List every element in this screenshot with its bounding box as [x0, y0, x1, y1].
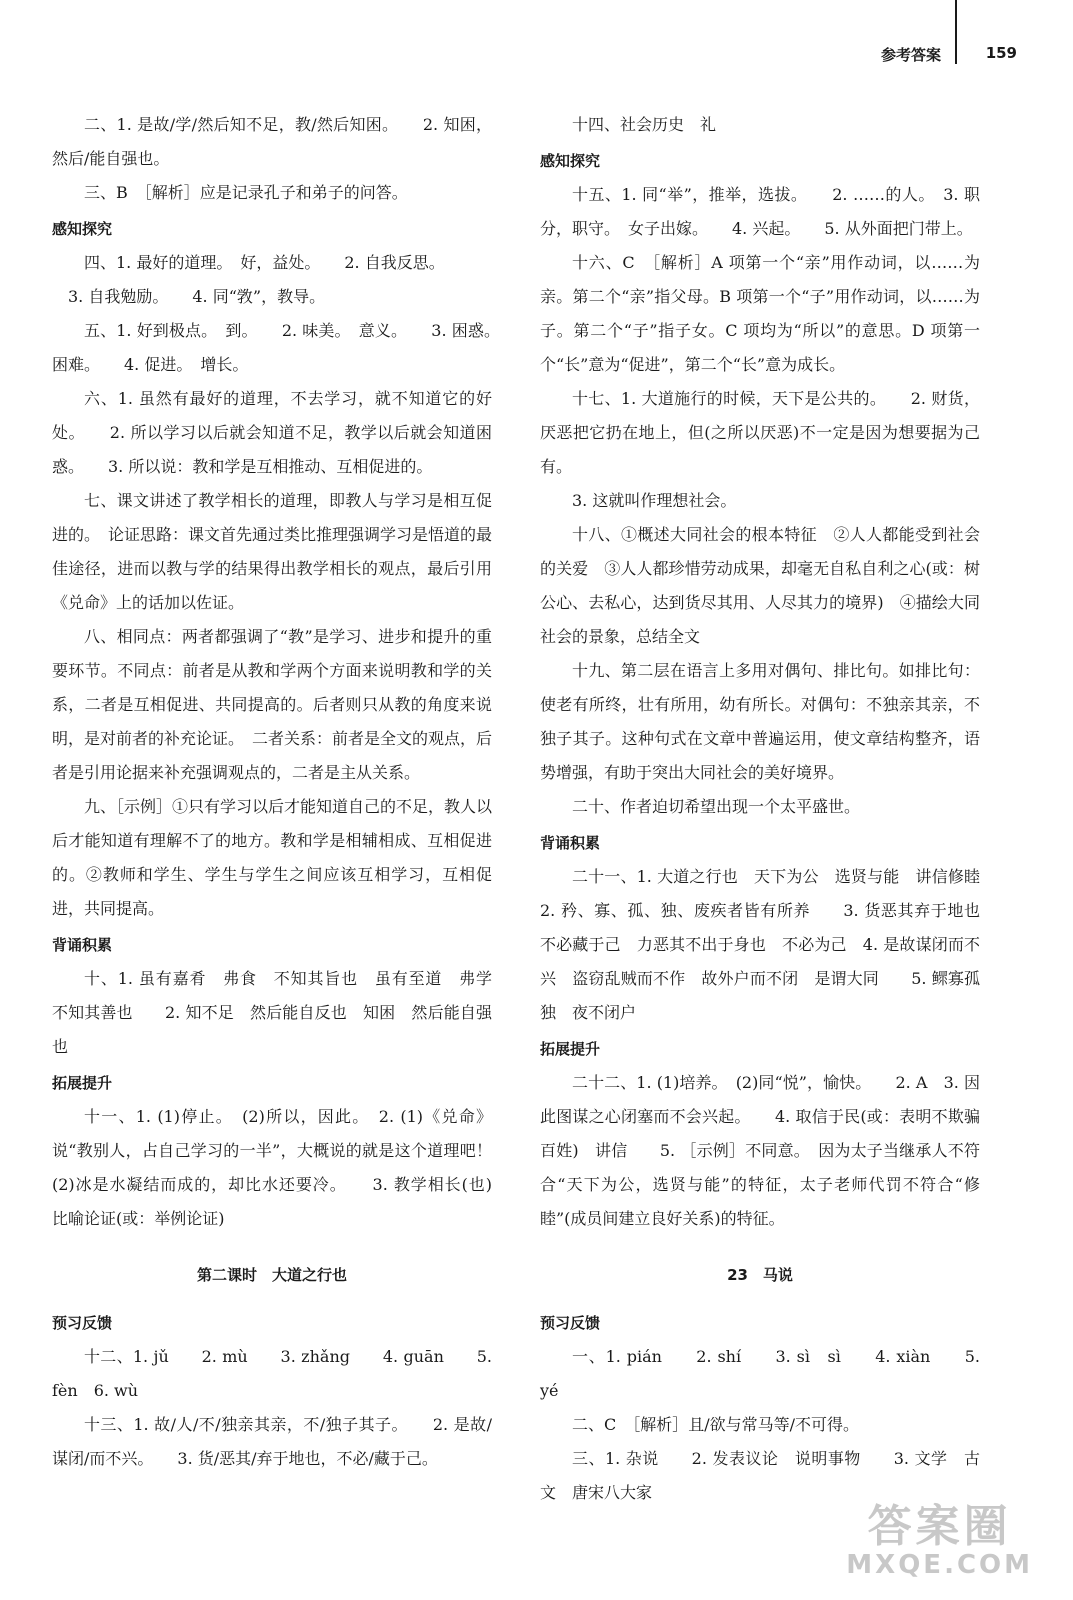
answer-16: 十六、C ［解析］A 项第一个“亲”用作动词，以……为亲。第二个“亲”指父母。B 项第一个“子”用作动词，以……为子。第二个“子”指子女。C 项均为“所以”的意思。D 项第一个“长”意为“促进”，第二个“长”意为成长。 — [540, 253, 980, 374]
answer-1: 一、1. pián 2. shí 3. sì sì 4. xiàn 5. yé — [540, 1347, 980, 1400]
section-heading-explore: 感知探究 — [540, 152, 601, 170]
answer-10: 十、1. 虽有嘉肴 弗食 不知其旨也 虽有至道 弗学 不知其善也 2. 知不足 然后能自反也 知困 然后能自强也 — [52, 969, 509, 1056]
answer-6: 六、1. 虽然有最好的道理，不去学习，就不知道它的好处。 2. 所以学习以后就会知道不足，教学以后就会知道困惑。 3. 所以说：教和学是互相推动、互相促进的。 — [52, 389, 492, 476]
watermark-text: 答案圈 — [867, 1501, 1012, 1552]
answer-7: 七、课文讲述了教学相长的道理，即教人与学习是相互促进的。 论证思路：课文首先通过类比推理强调学习是悟道的最佳途径，进而以教与学的结果得出教学相长的观点，最后引用《兑命》上的话加以佐证。 — [52, 491, 493, 612]
answer-17: 十七、1. 大道施行的时候，天下是公共的。 2. 财货，厌恶把它扔在地上，但(之所以厌恶)不一定是因为想要据为己有。 — [540, 389, 980, 476]
answer-22: 二十二、1. (1)培养。 (2)同“悦”，愉快。 2. A 3. 因此图谋之心闭塞而不会兴起。 4. 取信于民(或：表明不欺骗百姓) 讲信 5. ［示例］不同意。 因为太子当继承人不符合“天下为公，选贤与能”的特征，太子老师代罚不符合“修睦”(成员间建立良好关系)的特征。 — [540, 1073, 980, 1228]
answer-3: 三、1. 杂说 2. 发表议论 说明事物 3. 文学 古文 唐宋八大家 — [540, 1449, 980, 1502]
section-heading-preview: 预习反馈 — [52, 1314, 113, 1332]
watermark-logo — [846, 1501, 1033, 1580]
answer-17-cont: 3. 这就叫作理想社会。 — [572, 491, 737, 510]
answer-2: 二、1. 是故/学/然后知不足，教/然后知困。 2. 知困，然后/能自强也。 — [52, 115, 492, 168]
section-heading-extend: 拓展提升 — [540, 1040, 601, 1058]
answer-5: 五、1. 好到极点。 到。 2. 味美。 意义。 3. 困惑。 困难。 4. 促进。 增长。 — [52, 321, 509, 374]
header-divider — [955, 0, 957, 64]
answer-19: 十九、第二层在语言上多用对偶句、排比句。如排比句：使老有所终，壮有所用，幼有所长。对偶句：不独亲其亲，不独子其子。这种句式在文章中普遍运用，使文章结构整齐，语势增强，有助于突出大同社会的美好境界。 — [540, 661, 980, 782]
answer-15: 十五、1. 同“举”，推举，选拔。 2. ……的人。 3. 职分，职守。 女子出嫁。 4. 兴起。 5. 从外面把门带上。 — [540, 185, 980, 238]
section-heading-recite: 背诵积累 — [540, 834, 601, 852]
answer-4: 四、1. 最好的道理。 好，益处。 2. 自我反思。 — [84, 253, 445, 272]
right-column — [540, 108, 1013, 1510]
page-number: 159 — [985, 44, 1017, 62]
answer-13: 十三、1. 故/人/不/独亲其亲，不/独子其子。 2. 是故/谋闭/而不兴。 3. 货/恶其/弃于地也，不必/藏于己。 — [52, 1415, 492, 1468]
section-heading-recite: 背诵积累 — [52, 936, 113, 954]
section-heading-explore: 感知探究 — [52, 220, 113, 238]
answer-21: 二十一、1. 大道之行也 天下为公 选贤与能 讲信修睦 2. 矜、寡、孤、独、废疾者皆有所养 3. 货恶其弃于地也 不必藏于己 力恶其不出于身也 不必为己 4. 是故谋闭而不兴 盗窃乱贼而不作 故外户而不闭 是谓大同 5. 鳏寡孤独 夜不闭户 — [540, 867, 1013, 1022]
lesson-title: 第二课时 大道之行也 — [196, 1266, 347, 1284]
answer-4-cont: 3. 自我勉励。 4. 同“敩”，教导。 — [68, 287, 326, 306]
answer-11: 十一、1. (1)停止。 (2)所以，因此。 2. (1)《兑命》说“教别人，占自己学习的一半”，大概说的就是这个道理吧！ (2)冰是水凝结而成的，却比水还要冷。 3. 教学相长(也) 比喻论证(或：举例论证) — [52, 1107, 509, 1228]
answer-8: 八、相同点：两者都强调了“教”是学习、进步和提升的重要环节。不同点：前者是从教和学两个方面来说明教和学的关系，二者是互相促进、共同提高的。后者则只从教的角度来说明，是对前者的补充论证。 二者关系：前者是全文的观点，后者是引用论据来补充强调观点的，二者是主从关系。 — [52, 627, 493, 782]
header-title: 参考答案 — [880, 46, 941, 64]
answer-14: 十四、社会历史 礼 — [572, 115, 717, 134]
section-heading-preview: 预习反馈 — [540, 1314, 601, 1332]
answer-20: 二十、作者迫切希望出现一个太平盛世。 — [572, 797, 861, 816]
section-heading-extend: 拓展提升 — [52, 1074, 113, 1092]
answer-18: 十八、①概述大同社会的根本特征 ②人人都能受到社会的关爱 ③人人都珍惜劳动成果，却毫无自私自利之心(或：树公心、去私心，达到货尽其用、人尽其力的境界) ④描绘大同社会的景象，总结全文 — [540, 525, 980, 646]
answer-2: 二、C ［解析］且/欲与常马等/不可得。 — [572, 1415, 860, 1434]
watermark-url: MXQE.COM — [846, 1550, 1033, 1580]
answer-3: 三、B ［解析］应是记录孔子和弟子的问答。 — [84, 183, 408, 202]
answer-12: 十二、1. jǔ 2. mù 3. zhǎng 4. guān 5. fèn 6. wù — [52, 1347, 492, 1400]
left-column — [52, 108, 509, 1476]
answer-9: 九、［示例］①只有学习以后才能知道自己的不足，教人以后才能知道有理解不了的地方。教和学是相辅相成、互相促进的。②教师和学生、学生与学生之间应该互相学习，互相促进，共同提高。 — [52, 797, 493, 918]
lesson-title: 23 马说 — [727, 1266, 793, 1284]
